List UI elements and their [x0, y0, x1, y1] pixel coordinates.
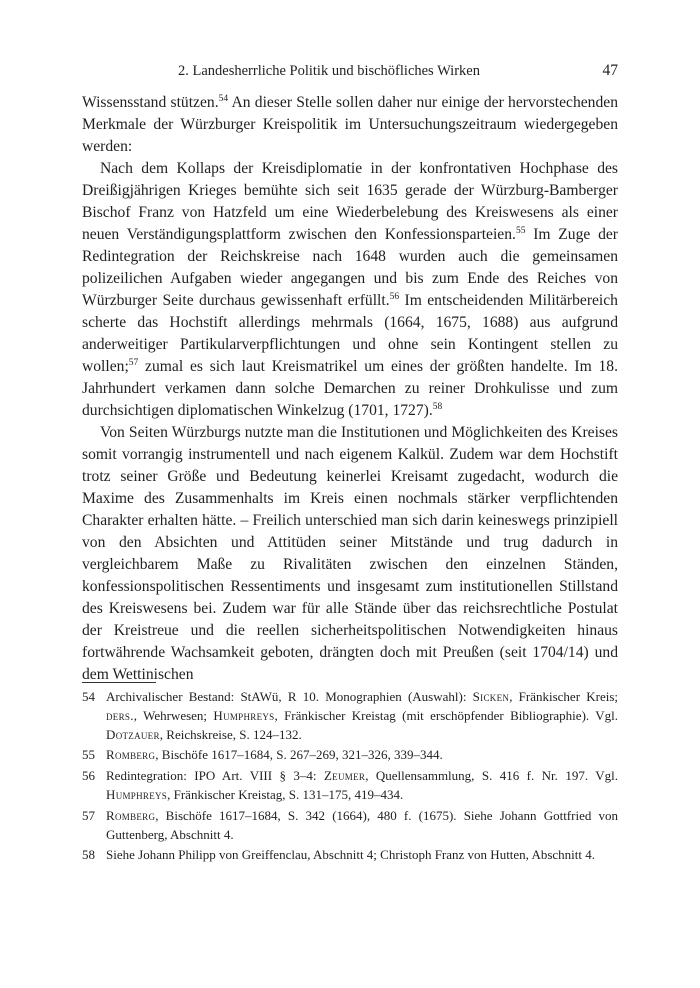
footnote-ref-56[interactable]: 56 [389, 292, 400, 302]
footnote [82, 746, 618, 765]
footnotes [82, 688, 618, 867]
footnote-ref-57[interactable]: 57 [128, 358, 139, 368]
paragraph-text: Von Seiten Würzburgs nutzte man die Institutionen und Möglichkeiten des Kreises somit vorrangig instrumentell und nach eigenem Kalkül. Zudem war dem Hochstift trotz seiner Größe und Bedeutung keinerlei Kreisamt zugedacht, wodurch die Maxime des Zusammenhalts im Kreis einen nochmals stärker verpflichtenden Charakter erhalten hätte. – Freilich unterschied man sich darin keineswegs prinzipiell von den Absichten und Attitüden seiner Mitstände und trug dadurch in vergleichbarem Maße zu Rivalitäten zwischen den einzelnen Ständen, konfessionspolitischen Ressentiments und insgesamt zum institutionellen Stillstand des Kreiswesens bei. Zudem war für alle Stände über das reichsrechtliche Postulat der Kreistreue und die reellen sicherheitspolitischen Notwendigkeiten hinaus fortwährende Wachsamkeit geboten, drängten doch mit Preußen (seit 1704/14) und dem Wettinischen [82, 424, 618, 683]
footnote-segment: , Fränkischer Kreistag, S. 131–175, 419–434. [167, 786, 404, 802]
paragraph-text: Nach dem Kollaps der Kreisdiplomatie in der konfrontativen Hochphase des Dreißigjährigen Krieges bemühte sich seit 1635 gerade der Würzburg-Bamberger Bischof Franz von Hatzfeld um eine Wiederbelebung des Kreiswesens als einer neuen Verständigungsplattform zwischen den Konfessionsparteien. [82, 160, 618, 243]
footnote-text [106, 746, 618, 765]
footnote-segment: , Fränkischer Kreis; [509, 689, 619, 704]
footnote-ref-54[interactable]: 54 [218, 94, 229, 104]
running-title: 2. Landesherrliche Politik und bischöfliches Wirken [178, 63, 480, 79]
author-name: Sicken [472, 689, 510, 704]
footnote-ref-55[interactable]: 55 [515, 226, 526, 236]
footnote-text: Siehe Johann Philipp von Greiffenclau, Abschnitt 4; Christoph Franz von Hutten, Abschnitt 4. [106, 847, 596, 863]
paragraph-text: An dieser Stelle sollen daher nur einige der hervorstechenden Merkmale der Würzburger Kreispolitik im Untersuchungszeitraum wiedergegeben werden: [82, 94, 618, 155]
footnote-segment: , Reichskreise, S. 124–132. [159, 726, 302, 742]
page-number: 47 [602, 62, 618, 79]
footnote-text [106, 688, 618, 744]
footnote-segment: , Wehrwesen; [133, 707, 214, 723]
footnote-number: 57 [82, 807, 95, 823]
paragraph-1 [82, 92, 618, 158]
author-name: Romberg [106, 747, 156, 763]
footnote-segment: , Quellensammlung, S. 416 f. Nr. 197. Vgl. [365, 768, 618, 784]
body-text [82, 92, 618, 686]
footnote-number: 54 [82, 689, 95, 704]
footnote-text [106, 807, 618, 845]
paragraph-text: Im Zuge der Redintegration der Reichskreise nach 1648 wurden auch die gemeinsamen polizeilichen Aufgaben wieder angegangen und bis zum Ende des Reiches von Würzburger Seite durchaus gewissenhaft erfüllt. [82, 226, 618, 309]
running-head [82, 60, 618, 82]
footnote [82, 846, 618, 865]
footnote-number: 55 [82, 747, 95, 763]
footnote-number: 58 [82, 847, 95, 863]
author-name: Humphreys [213, 707, 275, 723]
footnote-ref-58[interactable]: 58 [432, 402, 443, 412]
author-name: Humphreys [106, 786, 168, 802]
footnote-segment: , Fränkischer Kreistag (mit erschöpfender Bibliographie). Vgl. [274, 707, 618, 723]
paragraph-text: Wissensstand stützen. [82, 94, 219, 111]
footnote-segment: , Bischöfe 1617–1684, S. 267–269, 321–326, 339–344. [155, 747, 443, 763]
author-name: ders. [106, 707, 134, 723]
footnote-separator [82, 682, 156, 683]
paragraph-3 [82, 422, 618, 686]
footnote-segment: Archivalischer Bestand: StAWü, R 10. Monographien (Auswahl): [106, 689, 473, 704]
paragraph-text: zumal es sich laut Kreismatrikel um eines der größten handelte. Im 18. Jahrhundert verkamen dann solche Demarchen zu reiner Drohkulisse und zum durchsichtigen diplomatischen Winkelzug (1701, 1727). [82, 358, 618, 419]
paragraph-text: Im entscheidenden Militärbereich scherte das Hochstift allerdings mehrmals (1664, 1675, 1688) aus aufgrund anderweitiger Partikularverpflichtungen und ohne sein Kontingent stellen zu wollen; [82, 292, 618, 375]
footnote-text [106, 767, 618, 805]
footnote-segment: , Bischöfe 1617–1684, S. 342 (1664), 480 f. (1675). Siehe Johann Gottfried von Guttenberg, Abschnitt 4. [106, 807, 618, 842]
footnote [82, 807, 618, 845]
footnote [82, 767, 618, 805]
footnote [82, 688, 618, 744]
paragraph-2 [82, 158, 618, 422]
footnote-number: 56 [82, 768, 95, 784]
author-name: Dotzauer [106, 726, 160, 742]
author-name: Romberg [106, 807, 156, 823]
footnote-segment: Redintegration: IPO Art. VIII § 3–4: [106, 768, 324, 784]
author-name: Zeumer [323, 768, 366, 784]
